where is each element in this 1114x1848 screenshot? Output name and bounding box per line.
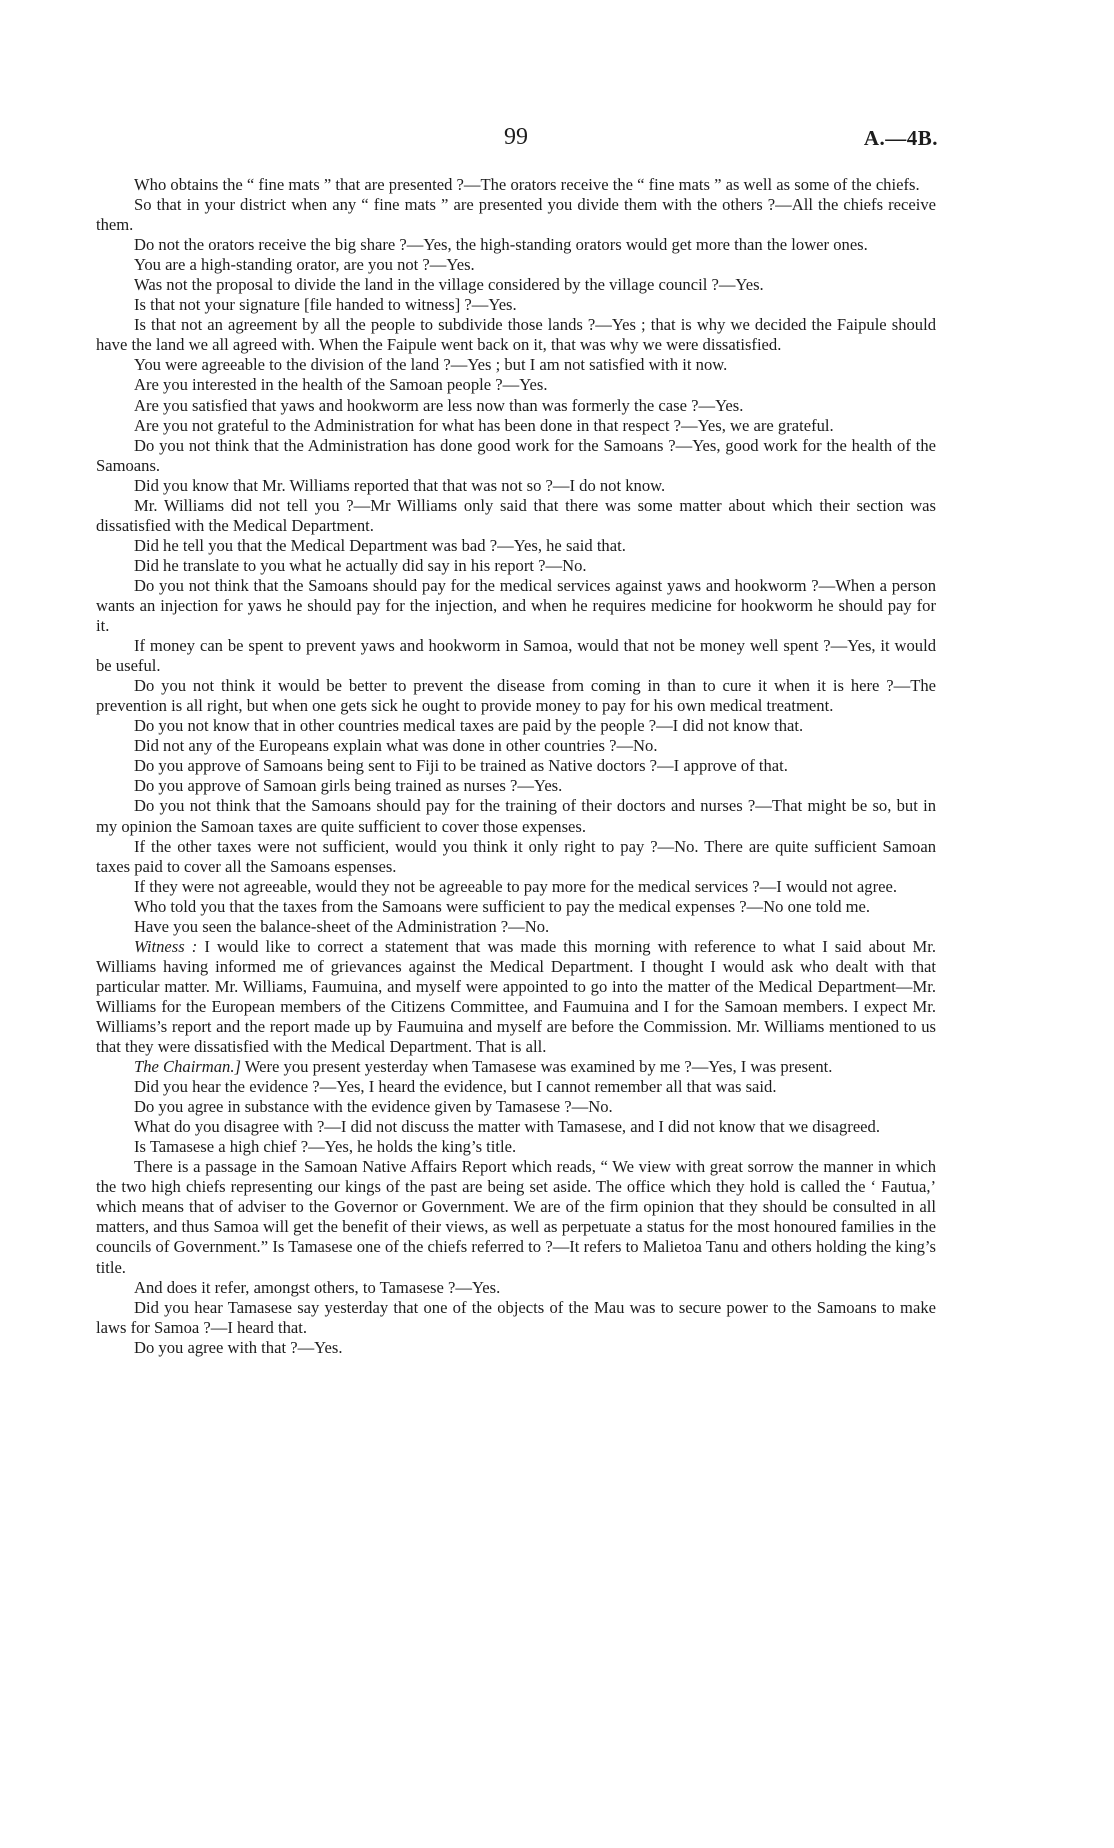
testimony-paragraph: Was not the proposal to divide the land in the village considered by the village council ?—Yes. (134, 275, 764, 295)
testimony-paragraph: Did not any of the Europeans explain what was done in other countries ?—No. (134, 736, 658, 756)
testimony-paragraph: There is a passage in the Samoan Native Affairs Report which reads, “ We view with great sorrow the manner in which the two high chiefs representing our kings of the past are being set aside. The office which they hold is called the ‘ Fautua,’ which means that of adviser to the Governor or Government. We are of the firm opinion that they should be consulted in all matters, and thus Samoa will get the benefit of their views, as well as perpetuate a status for the most honoured families in the councils of Government.” Is Tamasese one of the chiefs referred to ?—It refers to Malietoa Tanu and others holding the king’s title. (96, 1157, 936, 1277)
testimony-paragraph: Is that not an agreement by all the people to subdivide those lands ?—Yes ; that is why we decided the Faipule should have the land we all agreed with. When the Faipule went back on it, that was why we were dissatisfied. (96, 315, 936, 355)
testimony-paragraph: Is that not your signature [file handed to witness] ?—Yes. (134, 295, 517, 315)
testimony-paragraph: Do you not think that the Administration has done good work for the Samoans ?—Yes, good work for the health of the Samoans. (96, 435, 936, 475)
testimony-paragraph: Did you know that Mr. Williams reported that that was not so ?—I do not know. (134, 475, 666, 495)
testimony-paragraph: You are a high-standing orator, are you not ?—Yes. (134, 255, 475, 275)
testimony-paragraph: Do you approve of Samoans being sent to Fiji to be trained as Native doctors ?—I approve of that. (134, 756, 788, 776)
testimony-paragraph: So that in your district when any “ fine mats ” are presented you divide them with the others ?—All the chiefs receive them. (96, 195, 936, 235)
testimony-paragraph: Do you approve of Samoan girls being trained as nurses ?—Yes. (134, 776, 563, 796)
testimony-paragraph: If money can be spent to prevent yaws and hookworm in Samoa, would that not be money well spent ?—Yes, it would be useful. (96, 636, 936, 676)
testimony-paragraph: And does it refer, amongst others, to Tamasese ?—Yes. (134, 1277, 501, 1297)
body-text (96, 175, 936, 1358)
page-number: 99 (504, 124, 528, 150)
chairman-label: The Chairman.] (134, 1057, 241, 1077)
testimony-paragraph: You were agreeable to the division of the land ?—Yes ; but I am not satisfied with it now. (134, 355, 728, 375)
testimony-paragraph: Is Tamasese a high chief ?—Yes, he holds the king’s title. (134, 1137, 517, 1157)
witness-statement-text: I would like to correct a statement that was made this morning with reference to what I said about Mr. Williams having informed me of grievances against the Medical Department. I thought I would ask who dealt with that particular matter. Mr. Williams, Faumuina, and myself were appointed to go into the matter of the Medical Department—Mr. Williams for the European members of the Citizens Committee, and Faumuina and I for the Samoan members. I expect Mr. Williams’s report and the report made up by Faumuina and myself are before the Commission. Mr. Williams mentioned to us that they were dissatisfied with the Medical Department. That is all. (96, 936, 936, 1057)
testimony-paragraph: Do you agree in substance with the evidence given by Tamasese ?—No. (134, 1097, 613, 1117)
testimony-paragraphs-continued (96, 1077, 936, 1358)
testimony-paragraph: Did he tell you that the Medical Department was bad ?—Yes, he said that. (134, 535, 626, 555)
testimony-paragraph: Do you agree with that ?—Yes. (134, 1337, 343, 1357)
testimony-paragraph: Did you hear Tamasese say yesterday that one of the objects of the Mau was to secure power to the Samoans to make laws for Samoa ?—I heard that. (96, 1297, 936, 1337)
witness-label: Witness : (134, 936, 198, 956)
testimony-paragraph: Do you not think it would be better to prevent the disease from coming in than to cure it when it is here ?—The prevention is all right, but when one gets sick he ought to provide money to pay for his own medical treatment. (96, 676, 936, 716)
testimony-paragraph: Have you seen the balance-sheet of the Administration ?—No. (134, 916, 550, 936)
testimony-paragraph: If they were not agreeable, would they not be agreeable to pay more for the medical services ?—I would not agree. (134, 876, 897, 896)
witness-statement-paragraph (96, 937, 936, 1057)
testimony-paragraphs (96, 175, 936, 937)
chairman-question-paragraph (96, 1057, 936, 1077)
testimony-paragraph: Are you satisfied that yaws and hookworm are less now than was formerly the case ?—Yes. (134, 395, 744, 415)
testimony-paragraph: Did you hear the evidence ?—Yes, I heard the evidence, but I cannot remember all that was said. (134, 1077, 777, 1097)
chairman-question-text: Were you present yesterday when Tamasese was examined by me ?—Yes, I was present. (240, 1057, 833, 1077)
testimony-paragraph: Are you not grateful to the Administration for what has been done in that respect ?—Yes, we are grateful. (134, 415, 834, 435)
testimony-paragraph: If the other taxes were not sufficient, would you think it only right to pay ?—No. There are quite sufficient Samoan taxes paid to cover all the Samoans espenses. (96, 836, 936, 876)
testimony-paragraph: Who told you that the taxes from the Samoans were sufficient to pay the medical expenses ?—No one told me. (134, 896, 871, 916)
testimony-paragraph: Mr. Williams did not tell you ?—Mr Williams only said that there was some matter about which their section was dissatisfied with the Medical Department. (96, 495, 936, 535)
testimony-paragraph: Do you not know that in other countries medical taxes are paid by the people ?—I did not know that. (134, 716, 804, 736)
testimony-paragraph: Do you not think that the Samoans should pay for the training of their doctors and nurses ?—That might be so, but in my opinion the Samoan taxes are quite sufficient to cover those expenses. (96, 796, 936, 836)
testimony-paragraph: Do you not think that the Samoans should pay for the medical services against yaws and hookworm ?—When a person wants an injection for yaws he should pay for the injection, and when he requires medicine for hookworm he should pay for it. (96, 575, 936, 636)
document-reference: A.—4B. (863, 126, 938, 150)
testimony-paragraph: Did he translate to you what he actually did say in his report ?—No. (134, 555, 587, 575)
testimony-paragraph: Do not the orators receive the big share ?—Yes, the high-standing orators would get more than the lower ones. (134, 235, 868, 255)
testimony-paragraph: Are you interested in the health of the Samoan people ?—Yes. (134, 375, 548, 395)
testimony-paragraph: Who obtains the “ fine mats ” that are presented ?—The orators receive the “ fine mats ” as well as some of the chiefs. (134, 175, 920, 194)
page-header (96, 124, 936, 164)
testimony-paragraph: What do you disagree with ?—I did not discuss the matter with Tamasese, and I did not know that we disagreed. (134, 1117, 880, 1137)
